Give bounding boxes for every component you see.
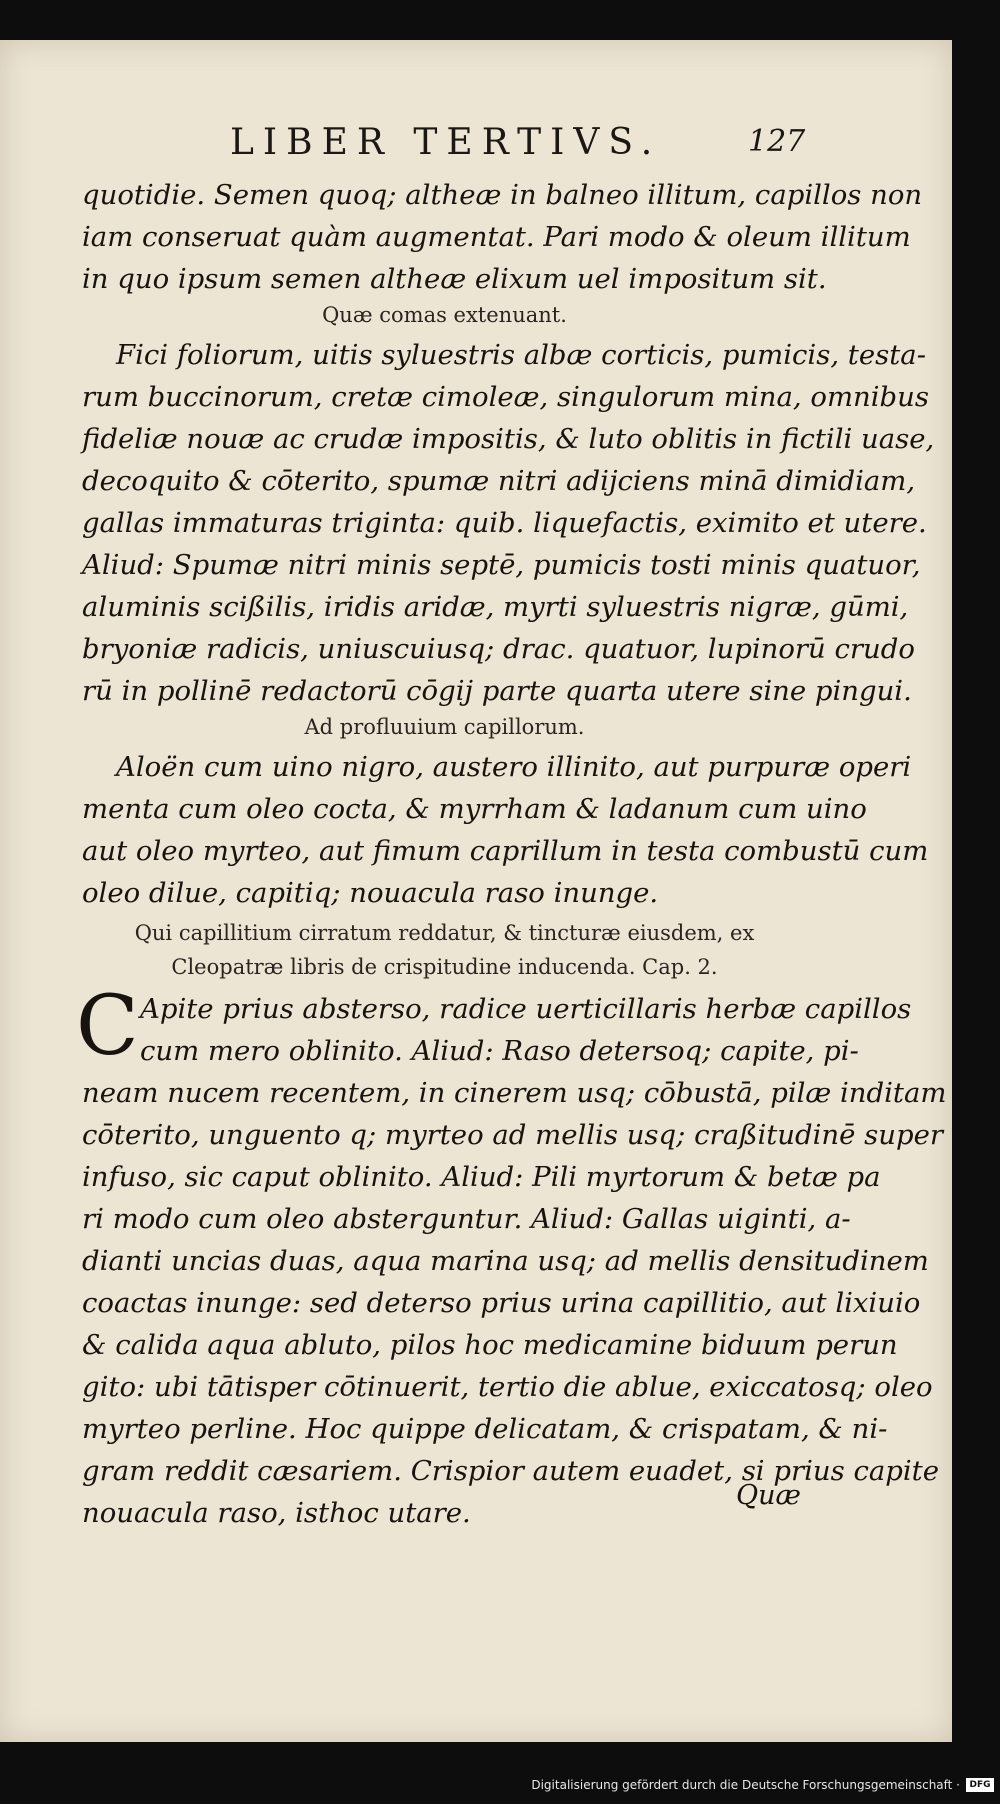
- text-line: rū in pollinē redactorū cōgij parte quarta utere sine pingui.: [82, 675, 912, 707]
- text-line: infuso, sic caput oblinito. Aliud: Pili myrtorum & betæ pa: [82, 1161, 881, 1193]
- text-line: in quo ipsum semen altheæ elixum uel impositum sit.: [82, 263, 827, 295]
- text-line: Aliud: Spumæ nitri minis septē, pumicis tosti minis quatuor,: [82, 549, 921, 581]
- text-line: neam nucem recentem, in cinerem usq; cōbustā, pilæ inditam: [82, 1077, 947, 1109]
- text-line: oleo dilue, capitiq; nouacula raso inunge.: [82, 877, 659, 909]
- page-number: 127: [748, 124, 806, 159]
- text-line: & calida aqua abluto, pilos hoc medicamine biduum perun: [82, 1329, 898, 1361]
- text-line: cōterito, unguento q; myrteo ad mellis usq; craßitudinē super: [82, 1119, 943, 1151]
- text-line: gito: ubi tātisper cōtinuerit, tertio die ablue, exiccatosq; oleo: [82, 1371, 933, 1403]
- text-line: Apite prius absterso, radice uerticillaris herbæ capillos: [140, 993, 912, 1025]
- page-text: [76, 174, 947, 1534]
- text-line: ri modo cum oleo absterguntur. Aliud: Gallas uiginti, a-: [82, 1203, 851, 1235]
- text-line: bryoniæ radicis, uniuscuiusq; drac. quatuor, lupinorū crudo: [82, 633, 915, 665]
- text-line: fideliæ nouæ ac crudæ impositis, & luto oblitis in fictili uase,: [82, 423, 935, 455]
- text-line: aluminis scißilis, iridis aridæ, myrti syluestris nigræ, gūmi,: [82, 591, 909, 623]
- text-line: decoquito & cōterito, spumæ nitri adijciens minā dimidiam,: [82, 465, 916, 497]
- book-page: [0, 40, 952, 1742]
- digitization-footer: [0, 1772, 1000, 1802]
- drop-initial: C: [76, 979, 139, 1074]
- text-line: dianti uncias duas, aqua marina usq; ad mellis densitudinem: [82, 1245, 929, 1277]
- dfg-logo: DFG: [966, 1778, 994, 1792]
- text-line: quotidie. Semen quoq; altheæ in balneo illitum, capillos non: [82, 179, 923, 211]
- text-line: menta cum oleo cocta, & myrrham & ladanum cum uino: [82, 793, 867, 825]
- text-line: myrteo perline. Hoc quippe delicatam, & crispatam, & ni-: [82, 1413, 888, 1445]
- chapter-heading: Qui capillitium cirratum reddatur, & tincturæ eiusdem, ex: [134, 921, 755, 945]
- text-line: nouacula raso, isthoc utare.: [82, 1497, 471, 1529]
- page-header: [0, 122, 952, 172]
- section-heading: Quæ comas extenuant.: [322, 303, 567, 327]
- text-line: rum buccinorum, cretæ cimoleæ, singulorum mina, omnibus: [82, 381, 929, 413]
- catchword: Quæ: [736, 1480, 801, 1511]
- text-line: gram reddit cæsariem. Crispior autem euadet, si prius capite: [82, 1455, 939, 1487]
- chapter-body: [76, 979, 947, 1534]
- chapter-heading: Cleopatræ libris de crispitudine inducenda. Cap. 2.: [171, 955, 718, 979]
- funding-credit: Digitalisierung gefördert durch die Deutsche Forschungsgemeinschaft ·: [531, 1778, 960, 1792]
- text-line: cum mero oblinito. Aliud: Raso detersoq; capite, pi-: [140, 1035, 859, 1067]
- section-heading: Ad profluuium capillorum.: [304, 715, 585, 739]
- text-line: coactas inunge: sed deterso prius urina capillitio, aut lixiuio: [82, 1287, 921, 1319]
- text-line: iam conseruat quàm augmentat. Pari modo & oleum illitum: [82, 221, 911, 253]
- text-line: Aloën cum uino nigro, austero illinito, aut purpuræ operi: [116, 751, 912, 783]
- running-title: LIBER TERTIVS.: [230, 122, 662, 163]
- text-line: aut oleo myrteo, aut fimum caprillum in testa combustū cum: [82, 835, 929, 867]
- text-line: Fici foliorum, uitis syluestris albæ corticis, pumicis, testa-: [116, 339, 926, 371]
- text-line: gallas immaturas triginta: quib. liquefactis, eximito et utere.: [82, 507, 927, 539]
